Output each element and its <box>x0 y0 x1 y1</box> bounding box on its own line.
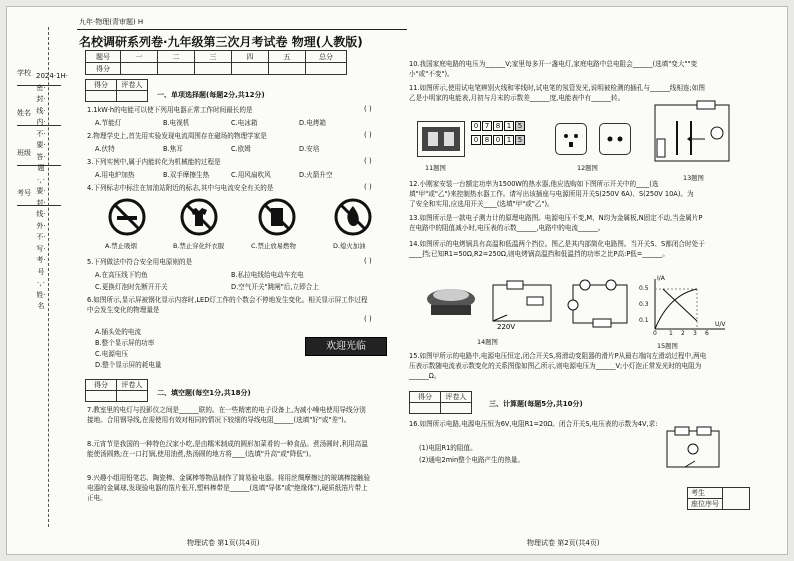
question-16-part-2: (2)通电2min整个电路产生的热量。 <box>419 456 525 464</box>
switch-b-figure <box>599 123 631 155</box>
question-3: 3.下列实例中,属于内能转化为机械能的过程是 <box>87 158 221 166</box>
caption-fig-11: 11题图 <box>425 164 446 172</box>
q1-options <box>95 117 326 127</box>
graph-x-label: U/V <box>715 321 726 328</box>
question-6: 6.如图所示,显示屏被钢化显示内容时,LED灯工作的个数会不停地发生变化。相关显示屏工作过程中会发生变化的物理量是 <box>87 296 368 314</box>
answer-paren[interactable]: ( ) <box>364 257 372 265</box>
graph-x-tick: 1 <box>669 330 673 337</box>
led-display-figure: 欢迎光临 <box>305 337 387 356</box>
option[interactable]: C.更换灯泡时先断开开关 <box>95 283 168 291</box>
graph-y-tick: 0.3 <box>639 301 649 308</box>
option[interactable]: A.伏特 <box>95 145 115 153</box>
question-1: 1.1kW·h的电能可以使下列用电器正常工作时间最长的是 <box>87 106 253 114</box>
meter-digit: 0 <box>471 135 481 145</box>
question-16-part-1: (1)电阻R1的阻值。 <box>419 444 477 452</box>
question-13: 13.如图所示是一款电子测力计的原理电路图。电源电压不变,M、N均为金属板,N固定不动,当金属片P在电路中的阻值减小时,电压表的示数______,电路中的电流______。 <box>409 214 703 232</box>
graph-x-tick: 0 <box>653 330 657 337</box>
meter-digit: 5 <box>515 135 525 145</box>
grader-label: 评卷人 <box>117 80 148 91</box>
q6-options <box>95 327 162 371</box>
exam-sheet <box>6 6 788 555</box>
answer-paren[interactable]: ( ) <box>364 315 372 323</box>
option[interactable]: B.整个显示屏的功率 <box>95 339 155 347</box>
seat-number-cell[interactable] <box>723 488 750 510</box>
option[interactable]: B.双手摩擦生热 <box>163 171 210 179</box>
label-exam-number: 考号 <box>17 189 31 197</box>
question-9: 9.兴趣小组用铅笔芯、陶瓷棒、金属棒等物品制作了简易验电器。将用丝绸摩擦过的玻璃棒接触验电器的金属球,发现验电器的箔片张开,塑料棒带是______(选填"导体"或"绝缘体"),硬质纸箔片带上正电。 <box>87 474 371 502</box>
grader-cell[interactable] <box>117 91 148 102</box>
force-meter-circuit-diagram <box>647 99 737 169</box>
grader-cell[interactable] <box>117 391 148 402</box>
grader-label: 得分 <box>86 380 117 391</box>
score-cell[interactable] <box>232 63 269 75</box>
question-16: 16.如图所示电路,电源电压恒为6V,电阻R1=20Ω。闭合开关S,电压表的示数为4V,求: <box>409 420 658 428</box>
grader-box-1 <box>85 79 148 102</box>
no-smoking-sign-icon <box>107 197 147 237</box>
grader-label: 评卷人 <box>117 380 148 391</box>
score-head-1: 一 <box>121 51 158 63</box>
grader-cell[interactable] <box>410 403 441 414</box>
no-synthetic-clothing-sign-icon <box>179 197 219 237</box>
answer-paren[interactable]: ( ) <box>364 131 372 139</box>
socket-icon <box>556 124 586 154</box>
grader-label: 得分 <box>86 80 117 91</box>
pan-circuit-diagram <box>487 277 557 329</box>
sign-caption-d: D.熄火加油 <box>333 242 366 250</box>
option[interactable]: D.整个显示屏的耗电量 <box>95 361 162 369</box>
option[interactable]: A.用电炉加热 <box>95 171 135 179</box>
switch-a-figure <box>555 123 587 155</box>
q16-circuit-diagram <box>663 423 723 473</box>
question-4: 4.下列标志中标注在加油站附近的标志,其中与电流安全有关的是 <box>87 184 274 192</box>
svg-text:220V: 220V <box>497 323 516 329</box>
meter-digit: 7 <box>482 121 492 131</box>
option[interactable]: C.电冰箱 <box>231 119 258 127</box>
engine-off-refuel-sign-icon <box>333 197 373 237</box>
meter-digit: 8 <box>493 121 503 131</box>
option[interactable]: C.用风扇吹风 <box>231 171 271 179</box>
meter-digit: 5 <box>515 121 525 131</box>
meter-digit: 8 <box>482 135 492 145</box>
score-head-2: 二 <box>158 51 195 63</box>
electric-pan-icon <box>421 279 481 323</box>
option[interactable]: D.空气开关"跳闸"后,立即合上 <box>231 283 319 291</box>
score-cell[interactable] <box>269 63 306 75</box>
section-3-heading: 三、计算题(每题5分,共10分) <box>489 400 583 408</box>
grader-cell[interactable] <box>86 391 117 402</box>
label-school: 学校 <box>17 69 31 77</box>
footer-page-2: 物理试卷 第2页(共4页) <box>527 539 600 547</box>
energy-meter-figure <box>471 121 525 157</box>
q5-options-row2 <box>95 281 319 291</box>
graph-y-tick: 0.1 <box>639 317 649 324</box>
test-pen-icon <box>418 122 464 156</box>
score-head-0: 题号 <box>86 51 121 63</box>
seat-label-2: 座位序号 <box>688 499 723 510</box>
test-pen-figure <box>417 121 465 157</box>
score-cell[interactable] <box>158 63 195 75</box>
option[interactable]: B.焦耳 <box>163 145 183 153</box>
score-head-4: 四 <box>232 51 269 63</box>
score-head-6: 总分 <box>306 51 347 63</box>
answer-paren[interactable]: ( ) <box>364 183 372 191</box>
graph-y-tick: 0.5 <box>639 285 649 292</box>
question-5: 5.下列做法中符合安全用电原则的是 <box>87 258 193 266</box>
meter-digit: 1 <box>504 121 514 131</box>
grader-label: 评卷人 <box>441 392 472 403</box>
meter-display-1 <box>471 121 525 131</box>
question-2: 2.物理学史上,首先用实验发现电流周围存在磁场的物理学家是 <box>87 132 267 140</box>
question-8: 8.元宵节是我国的一种特色汉家小吃,是由糯米制成的圆形加菜肴的一种食品。煮汤圆时,利用高温能使汤圆熟;在一口打锅,使用油煮,热汤圆的地方将____(选填"升高"或"降低")。 <box>87 440 368 458</box>
option[interactable]: A.插头处的电流 <box>95 328 142 336</box>
sign-caption-c: C.禁止放易燃物 <box>251 242 296 250</box>
grader-box-3 <box>409 391 472 414</box>
graph-x-tick: 6 <box>705 330 709 337</box>
option[interactable]: D.电烤箱 <box>299 119 326 127</box>
option[interactable]: A.在高压线下钓鱼 <box>95 271 148 279</box>
caption-fig-13: 13题图 <box>683 174 704 182</box>
question-15: 15.如图甲所示的电路中,电源电压恒定,闭合开关S,将滑动变阻器的滑片P从最右端向左滑动过程中,两电压表示数随电流表示数变化的关系图像如图乙所示,则电源电压为______V;小灯泡正常发光时的电阻为______Ω。 <box>409 352 707 380</box>
section-1-heading: 一、单项选择题(每题2分,共12分) <box>157 91 265 99</box>
label-class: 班级 <box>17 149 31 157</box>
iu-graph <box>639 275 729 337</box>
score-table <box>85 50 347 75</box>
grader-cell[interactable] <box>441 403 472 414</box>
sign-caption-b: B.禁止穿化纤衣服 <box>173 242 225 250</box>
meter-display-2 <box>471 135 525 145</box>
score-head-3: 三 <box>195 51 232 63</box>
score-cell[interactable] <box>195 63 232 75</box>
option[interactable]: D.火箭升空 <box>299 171 333 179</box>
option[interactable]: B.私拉电线给电动车充电 <box>231 271 304 279</box>
exam-title: 名校调研系列卷·九年级第三次月考试卷 物理(人教版) <box>79 35 363 49</box>
seal-line-text: 2024·1H·密·封·线·内·不·要·答·题·，·要·封·线·外·不·写·考·号·，·姓·名 <box>36 72 68 310</box>
caption-fig-14: 14题图 <box>477 338 498 346</box>
meter-digit: 1 <box>504 135 514 145</box>
meter-digit: 0 <box>471 121 481 131</box>
option[interactable]: D.安培 <box>299 145 320 153</box>
option[interactable]: C.电源电压 <box>95 350 129 358</box>
question-11: 11.如图所示,使用试电笔辨别火线和零线时,试电笔的氖管发光,说明被检测的插孔与______线相连;如图乙是小明家的电能表,月初与月末的示数差______度,电能表中有______转。 <box>409 84 705 102</box>
meter-digit: 0 <box>493 135 503 145</box>
footer-page-1: 物理试卷 第1页(共4页) <box>187 539 260 547</box>
answer-paren[interactable]: ( ) <box>364 105 372 113</box>
seal-dashed-line <box>48 27 49 527</box>
score-head-5: 五 <box>269 51 306 63</box>
label-name: 姓名 <box>17 109 31 117</box>
answer-paren[interactable]: ( ) <box>364 157 372 165</box>
lamp-circuit-diagram <box>567 279 633 331</box>
q3-options <box>95 169 333 179</box>
grader-box-2 <box>85 379 148 402</box>
graph-x-tick: 3 <box>693 330 697 337</box>
q2-options <box>95 143 319 153</box>
top-note: 九年·物理(青审题) H <box>79 18 144 26</box>
seat-label-1: 考生 <box>688 488 723 499</box>
option[interactable]: A.节能灯 <box>95 119 122 127</box>
graph-x-tick: 2 <box>681 330 685 337</box>
option[interactable]: B.电视机 <box>163 119 190 127</box>
top-rule <box>77 29 407 30</box>
score-cell[interactable] <box>306 63 347 75</box>
question-14: 14.如图所示的电烤锅具有高温和低温两个挡位。图乙是其内部简化电路图。当开关S、S都闭合时处于____挡;已知R1=50Ω,R2=250Ω,则电烤锅高温挡和低温挡的功率之比P高:P低=______。 <box>409 240 705 258</box>
question-7: 7.教室里的电灯与投影仪之间是______联的。在一些精密的电子设备上,为减小噪电使用导线分别接地。合用钢导线,在需使用有效对相同的情况下较细的导线电阻______(选填"好"或"差")。 <box>87 406 366 424</box>
socket-icon <box>600 124 630 154</box>
no-flammables-sign-icon <box>257 197 297 237</box>
q5-options-row1 <box>95 269 304 279</box>
score-row-label: 得分 <box>86 63 121 75</box>
grader-cell[interactable] <box>86 91 117 102</box>
section-2-heading: 二、填空题(每空1分,共18分) <box>157 389 251 397</box>
caption-fig-15: 15题图 <box>657 342 678 350</box>
score-cell[interactable] <box>121 63 158 75</box>
question-12: 12.小刚家安装一台额定功率为1500W的热水器,他应选购如下图所示开关中的____(选填"甲"或"乙")来控制热水器工作。请写出该插座与电源所用开关S(250V 6A)、S(250V 10A)。为了安全和实用,应选用开关____(选填"甲"或"乙")。 <box>409 180 694 208</box>
graph-y-label: I/A <box>657 275 665 282</box>
option[interactable]: C.欧姆 <box>231 145 251 153</box>
caption-fig-12: 12题图 <box>577 164 598 172</box>
sign-caption-a: A.禁止吸烟 <box>105 242 137 250</box>
question-10: 10.我国家庭电路的电压为______V;家里每多开一盏电灯,家庭电路中总电阻会______(选填"变大""变小"或"不变")。 <box>409 60 698 78</box>
grader-label: 得分 <box>410 392 441 403</box>
seat-number-box <box>687 487 750 510</box>
